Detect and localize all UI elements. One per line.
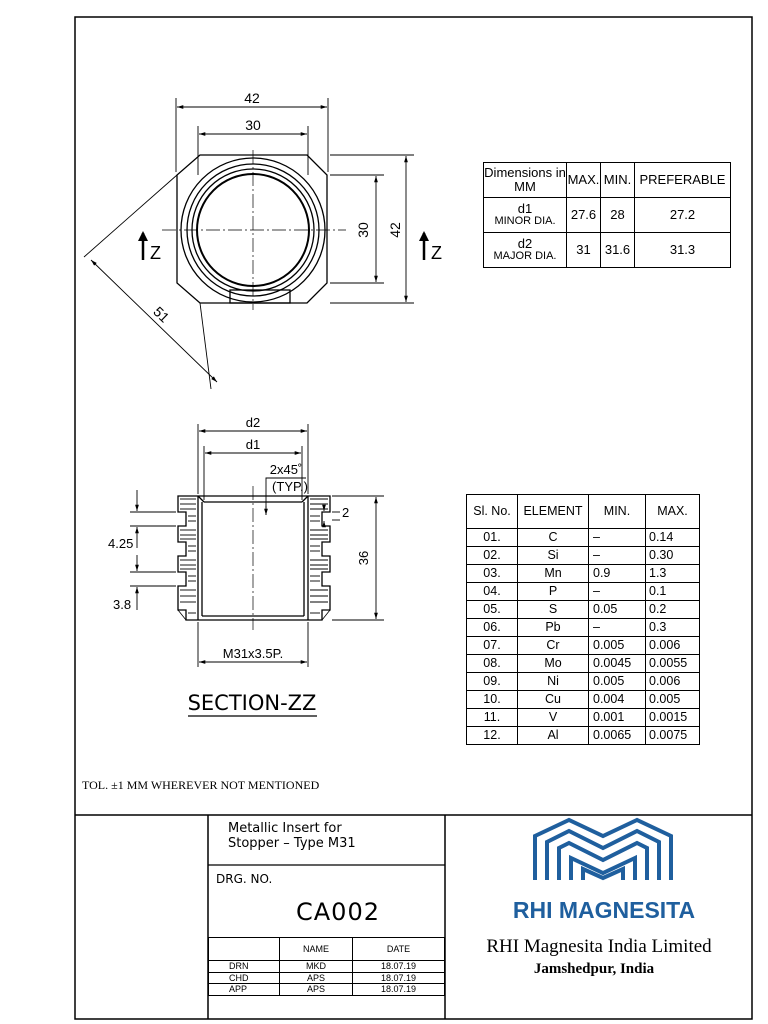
dim-table-header: MIN. (601, 163, 635, 198)
dim-step: 2 (342, 505, 350, 520)
dim-d2: d2 (245, 415, 261, 430)
dim-line-51-diagonal (91, 260, 217, 382)
chem-cell: 1.3 (646, 565, 700, 583)
part-title-line1: Metallic Insert for (228, 821, 342, 836)
chem-row (467, 547, 700, 565)
chem-cell: 06. (467, 619, 518, 637)
chem-row (467, 529, 700, 547)
chem-row (467, 709, 700, 727)
dim-row-label: d2 MAJOR DIA. (484, 233, 567, 268)
dim-table-header: Dimensions in MM (484, 163, 567, 198)
chem-row (467, 637, 700, 655)
chem-cell: 0.004 (589, 691, 646, 709)
chem-cell: 01. (467, 529, 518, 547)
chem-cell: Cr (518, 637, 589, 655)
chem-header: MAX. (646, 495, 700, 529)
chem-cell: Pb (518, 619, 589, 637)
signoff-role: DRN (209, 961, 280, 973)
dim-row-min: 28 (601, 198, 635, 233)
chem-cell: 0.30 (646, 547, 700, 565)
signoff-header (209, 938, 280, 961)
section-marker-right: Z (431, 243, 442, 263)
dim-d1: d1 (245, 437, 261, 452)
signoff-date: 18.07.19 (353, 961, 445, 973)
left-wall-profile (178, 496, 198, 620)
chem-cell: 0.9 (589, 565, 646, 583)
dim-42-side: 42 (387, 222, 403, 238)
dim-30-top: 30 (245, 117, 261, 133)
signoff-name: MKD (280, 961, 353, 973)
signoff-date: 18.07.19 (353, 984, 445, 996)
company-name: RHI Magnesita India Limited (486, 936, 712, 957)
right-wall-profile (308, 496, 330, 620)
chem-header: ELEMENT (518, 495, 589, 529)
dim-30-side: 30 (355, 222, 371, 238)
chem-cell: 0.2 (646, 601, 700, 619)
chem-cell: – (589, 547, 646, 565)
signoff-date: 18.07.19 (353, 972, 445, 984)
drg-number: CA002 (296, 898, 380, 926)
chem-row (467, 655, 700, 673)
section-marker-left: Z (150, 243, 161, 263)
chem-row (467, 727, 700, 745)
signoff-table (208, 937, 445, 996)
dim-row-max: 31 (567, 233, 601, 268)
chem-cell: 0.0015 (646, 709, 700, 727)
chem-cell: 0.001 (589, 709, 646, 727)
chem-cell: C (518, 529, 589, 547)
dim-table-header: MAX. (567, 163, 601, 198)
chem-cell: 08. (467, 655, 518, 673)
chem-cell: P (518, 583, 589, 601)
chem-header: MIN. (589, 495, 646, 529)
chem-cell: 0.0075 (646, 727, 700, 745)
chemistry-table (466, 494, 700, 745)
chem-cell: 07. (467, 637, 518, 655)
part-title-line2: Stopper – Type M31 (228, 836, 356, 851)
dim-chamfer-note: (TYP.) (272, 479, 308, 494)
tolerance-note: TOL. ±1 MM WHEREVER NOT MENTIONED (82, 778, 320, 792)
chem-cell: Ni (518, 673, 589, 691)
dim-row-preferable: 31.3 (635, 233, 731, 268)
chem-cell: 0.0045 (589, 655, 646, 673)
dim-table-row (484, 198, 731, 233)
chem-cell: 10. (467, 691, 518, 709)
signoff-row (209, 972, 445, 984)
chem-cell: – (589, 619, 646, 637)
chem-cell: 02. (467, 547, 518, 565)
signoff-row (209, 961, 445, 973)
brand-logo (535, 820, 671, 880)
chem-cell: 09. (467, 673, 518, 691)
dim-table-row (484, 233, 731, 268)
chem-cell: Mo (518, 655, 589, 673)
signoff-header: NAME (280, 938, 353, 961)
signoff-name: APS (280, 984, 353, 996)
chem-cell: Mn (518, 565, 589, 583)
dimensions-table (483, 162, 731, 268)
chem-row (467, 619, 700, 637)
chem-cell: 0.005 (589, 637, 646, 655)
section-title: SECTION-ZZ (187, 691, 317, 715)
signoff-header: DATE (353, 938, 445, 961)
dim-chamfer: 2x45˚ (269, 462, 303, 477)
chem-cell: Cu (518, 691, 589, 709)
chem-cell: V (518, 709, 589, 727)
chem-cell: 12. (467, 727, 518, 745)
dim-row-preferable: 27.2 (635, 198, 731, 233)
signoff-name: APS (280, 972, 353, 984)
chem-cell: Si (518, 547, 589, 565)
dim-36: 36 (356, 550, 371, 566)
company-location: Jamshedpur, India (533, 961, 655, 977)
chem-row (467, 583, 700, 601)
chem-row (467, 565, 700, 583)
dim-row-min: 31.6 (601, 233, 635, 268)
chem-cell: 05. (467, 601, 518, 619)
top-view (162, 150, 346, 310)
chem-cell: 0.0055 (646, 655, 700, 673)
dim-pitch-b: 3.8 (113, 597, 132, 612)
signoff-role: CHD (209, 972, 280, 984)
chem-cell: – (589, 529, 646, 547)
drg-label: DRG. NO. (216, 872, 273, 886)
chem-row (467, 673, 700, 691)
dim-thread: M31x3.5P. (222, 646, 284, 661)
chem-cell: 0.006 (646, 637, 700, 655)
chem-cell: 0.0065 (589, 727, 646, 745)
dim-row-max: 27.6 (567, 198, 601, 233)
chem-row (467, 601, 700, 619)
dim-pitch-a: 4.25 (108, 536, 134, 551)
chem-cell: Al (518, 727, 589, 745)
chem-cell: 0.006 (646, 673, 700, 691)
chem-cell: – (589, 583, 646, 601)
chem-cell: 0.1 (646, 583, 700, 601)
chem-cell: 0.005 (646, 691, 700, 709)
chem-row (467, 691, 700, 709)
chem-cell: 0.3 (646, 619, 700, 637)
dim-table-header: PREFERABLE (635, 163, 731, 198)
chem-cell: 0.05 (589, 601, 646, 619)
signoff-role: APP (209, 984, 280, 996)
dim-42-top: 42 (244, 90, 260, 106)
chem-cell: 04. (467, 583, 518, 601)
chem-cell: 11. (467, 709, 518, 727)
chem-cell: 03. (467, 565, 518, 583)
signoff-row (209, 984, 445, 996)
chem-header: Sl. No. (467, 495, 518, 529)
brand-wordmark: RHI MAGNESITA (512, 897, 696, 923)
section-view (178, 496, 330, 620)
chem-cell: 0.14 (646, 529, 700, 547)
dim-row-label: d1 MINOR DIA. (484, 198, 567, 233)
chem-cell: 0.005 (589, 673, 646, 691)
chem-cell: S (518, 601, 589, 619)
dim-51: 51 (150, 303, 173, 326)
